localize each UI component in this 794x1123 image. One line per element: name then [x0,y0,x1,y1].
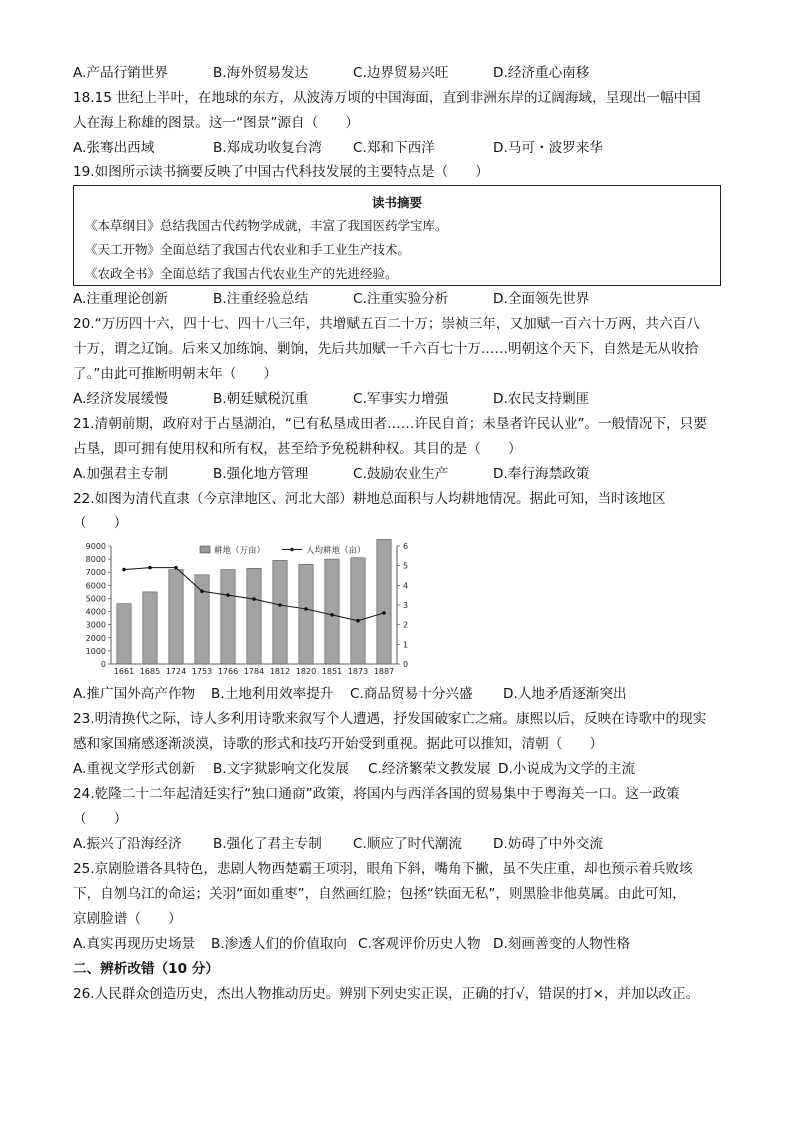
q21-line2: 占垦，即可拥有使用权和所有权，甚至给予免税耕种权。其目的是（ ） [73,441,522,457]
option-b: B.强化了君主专制 [213,836,322,852]
q23-options [73,759,733,779]
q20-line1: 20.“万历四十六，四十七、四十八三年，共增赋五百二十万；崇祯三年，又加赋一百六十万两，共六百八 [73,316,700,332]
q23-line1: 23.明清换代之际，诗人多利用诗歌来叙写个人遭遇，抒发国破家亡之痛。康熙以后，反映在诗歌中的现实 [73,711,707,727]
q20-line3: 了。”由此可推断明朝末年（ ） [73,366,278,382]
point-per-capita [122,568,126,572]
point-per-capita [252,597,256,601]
reading-notes-box [73,185,721,286]
q25-options [73,934,733,954]
bar-farmland [169,570,183,664]
option-d: D.全面领先世界 [493,291,590,307]
q18-line1: 18.15 世纪上半叶，在地球的东方，从波涛万顷的中国海面，直到非洲东岸的辽阔海域，呈现出一幅中国 [73,90,701,106]
option-b: B.注重经验总结 [213,291,309,307]
q20-line2: 十万，谓之辽饷。后来又加练饷、剿饷，先后共加赋一千六百七十万……明朝这个天下，自然是无从收拾 [73,341,699,357]
category-label: 1661 [113,667,135,676]
left-tick-label: 4000 [85,607,106,617]
left-tick-label: 2000 [85,633,106,643]
category-label: 1685 [139,667,161,676]
chart-legend [200,545,366,556]
left-tick-label: 1000 [85,646,106,656]
left-tick-label: 5000 [85,594,106,604]
option-c: C.军事实力增强 [353,391,449,407]
point-per-capita [356,619,360,623]
q24-line1: 24.乾隆二十二年起清廷实行“独口通商”政策，将国内与西洋各国的贸易集中于粤海关一口。这一政策 [73,786,680,802]
section-2-title: 二、辨析改错（10 分） [73,961,219,977]
farmland-chart [75,538,420,678]
option-a: A.推广国外高产作物 [73,686,196,702]
bar-farmland [377,539,391,664]
bar-farmland [221,570,235,664]
category-label: 1724 [165,667,187,676]
point-per-capita [330,613,334,617]
q17-options [73,63,733,83]
legend-line-label: 人均耕地（亩） [306,546,366,556]
bar-farmland [195,575,209,664]
option-a: A.振兴了沿海经济 [73,836,182,852]
category-label: 1766 [217,667,239,676]
q24-line2: （ ） [73,811,128,827]
point-per-capita [148,566,152,570]
left-tick-label: 6000 [85,581,106,591]
category-label: 1873 [347,667,369,676]
q26-line1: 26.人民群众创造历史，杰出人物推动历史。辨别下列史实正误，正确的打√，错误的打×，并加以改正。 [73,986,700,1002]
left-tick-label: 3000 [85,620,106,630]
option-d: D.经济重心南移 [493,65,590,81]
right-tick-label: 2 [403,620,409,630]
option-a: A.真实再现历史场景 [73,936,196,952]
right-tick-label: 6 [403,542,409,551]
q25-line2: 下，自刎乌江的命运；关羽“面如重枣”，自然画红脸；包拯“铁面无私”，则黑脸非他莫属。由此可知， [73,886,686,902]
legend-bar-label: 耕地（万亩） [214,546,266,556]
right-tick-label: 4 [403,581,409,591]
right-tick-label: 1 [403,640,409,650]
option-b: B.渗透人们的价值取向 [211,936,347,952]
option-c: C.注重实验分析 [353,291,449,307]
option-c: C.顺应了时代潮流 [353,836,462,852]
option-b: B.郑成功收复台湾 [213,140,322,156]
option-c: C.郑和下西洋 [353,140,435,156]
option-c: C.边界贸易兴旺 [353,65,449,81]
reading-note-2: 《天工开物》全面总结了我国古代农业和手工业生产技术。 [85,242,411,257]
option-a: A.产品行销世界 [73,65,168,81]
option-b: B.海外贸易发达 [213,65,309,81]
option-b: B.朝廷赋税沉重 [213,391,309,407]
option-d: D.奉行海禁政策 [493,466,590,482]
right-tick-label: 5 [403,561,409,571]
q23-line2: 感和家国痛感逐渐淡漠，诗歌的形式和技巧开始受到重视。据此可以推知，清朝（ ） [73,736,604,752]
left-tick-label: 0 [100,660,106,669]
point-per-capita [382,611,386,615]
q25-line1: 25.京剧脸谱各具特色，悲剧人物西楚霸王项羽，眼角下斜，嘴角下撇，虽不失庄重，却也预示着兵败垓 [73,861,693,877]
q25-line3: 京剧脸谱（ ） [73,911,182,927]
option-d: D.小说成为文学的主流 [498,761,636,777]
category-label: 1820 [295,667,317,676]
right-tick-label: 0 [403,660,409,669]
category-label: 1851 [321,667,343,676]
q18-options [73,138,733,158]
reading-note-1: 《本草纲目》总结我国古代药物学成就，丰富了我国医药学宝库。 [85,218,448,233]
point-per-capita [304,607,308,611]
reading-note-3: 《农政全书》全面总结了我国古代农业生产的先进经验。 [85,266,398,281]
left-tick-label: 7000 [85,568,106,578]
option-b: B.强化地方管理 [213,466,309,482]
legend-bar-swatch [200,546,210,553]
bar-farmland [351,558,365,664]
q22-options [73,684,733,704]
q21-line1: 21.清朝前期，政府对于占垦湖泊，“已有私垦成田者……许民自首；未垦者许民认业”。一般情况下，只要 [73,416,707,432]
category-label: 1784 [243,667,265,676]
left-tick-label: 9000 [85,542,106,551]
right-tick-label: 3 [403,601,409,610]
bar-farmland [273,560,287,664]
category-label: 1753 [191,667,213,676]
legend-line-marker [290,548,294,552]
q24-options [73,834,733,854]
option-c: C.商品贸易十分兴盛 [350,686,473,702]
point-per-capita [278,603,282,607]
bar-farmland [299,564,313,664]
reading-notes-title: 读书摘要 [371,195,422,210]
option-d: D.人地矛盾逐渐突出 [503,686,627,702]
bar-farmland [143,592,157,664]
option-d: D.马可・波罗来华 [493,140,603,156]
point-per-capita [226,593,230,597]
q21-options [73,464,733,484]
option-a: A.注重理论创新 [73,291,168,307]
category-label: 1812 [269,667,291,676]
q20-options [73,389,733,409]
option-c: C.经济繁荣文教发展 [368,761,491,777]
bar-farmland [117,604,131,664]
option-a: A.经济发展缓慢 [73,391,168,407]
left-tick-label: 8000 [85,555,106,565]
option-a: A.张骞出西域 [73,140,155,156]
bar-farmland [247,568,261,664]
q22-line2: （ ） [73,515,128,531]
option-b: B.文字狱影响文化发展 [213,761,349,777]
q22-line1: 22.如图为清代直隶（今京津地区、河北大部）耕地总面积与人均耕地情况。据此可知，当时该地区 [73,491,666,507]
option-d: D.妨碍了中外交流 [493,836,603,852]
point-per-capita [200,589,204,593]
category-label: 1887 [373,667,395,676]
point-per-capita [174,566,178,570]
option-d: D.农民支持剿匪 [493,391,590,407]
q18-line2: 人在海上称雄的图景。这一“图景”源自（ ） [73,115,359,131]
option-c: C.鼓励农业生产 [353,466,449,482]
q19-line1: 19.如图所示读书摘要反映了中国古代科技发展的主要特点是（ ） [73,164,489,180]
option-b: B.土地利用效率提升 [211,686,334,702]
bar-farmland [325,559,339,664]
option-a: A.加强君主专制 [73,466,168,482]
option-d: D.刻画善变的人物性格 [493,936,631,952]
option-a: A.重视文学形式创新 [73,761,196,777]
q19-options [73,289,733,309]
option-c: C.客观评价历史人物 [358,936,481,952]
